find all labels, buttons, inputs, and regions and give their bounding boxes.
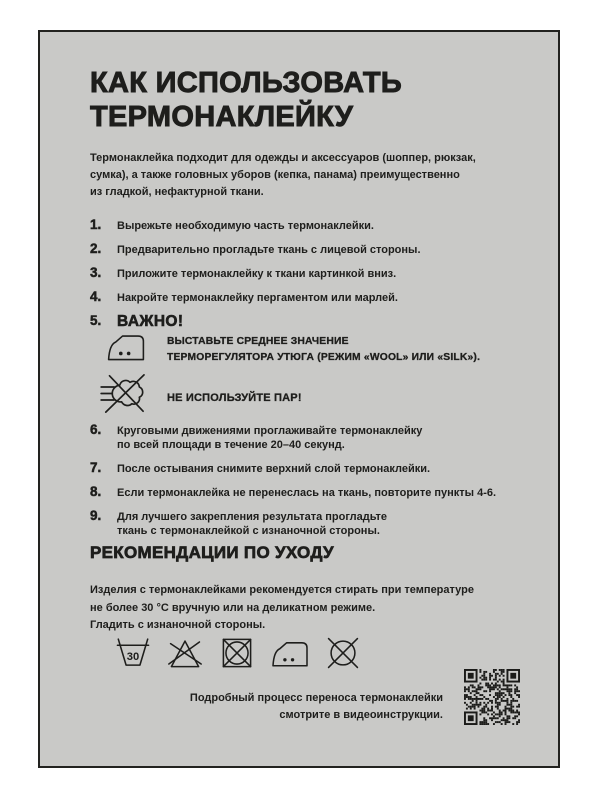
qr-code [464, 669, 520, 725]
step-1-text: Вырежьте необходимую часть термонаклейки. [117, 220, 374, 232]
care-symbols-row [114, 636, 362, 670]
page-title [90, 66, 402, 134]
steps-list-1 [90, 218, 421, 339]
step-8 [90, 485, 496, 500]
step-7-number: 7. [90, 460, 102, 475]
step-4-number: 4. [90, 289, 102, 304]
step-3-text: Приложите термонаклейку к ткани картинкой вниз. [117, 268, 397, 280]
care-line1: Изделия с термонаклейками рекомендуется стирать при температуре [90, 584, 474, 596]
intro-paragraph [90, 150, 476, 201]
step-4 [90, 290, 421, 305]
care-paragraph [90, 582, 474, 635]
step-6-text-line1: Круговыми движениями проглаживайте термонаклейку [117, 425, 423, 437]
step-6-text-line2: по всей площади в течение 20–40 секунд. [117, 439, 345, 451]
step-6-number: 6. [90, 422, 102, 437]
step-9-text-line1: Для лучшего закрепления результата прогладьте [117, 511, 388, 523]
do-not-tumble-dry-icon [218, 636, 256, 670]
do-not-dry-clean-icon [324, 636, 362, 670]
step-2-text: Предварительно прогладьте ткань с лицевой стороны. [117, 244, 421, 256]
no-steam-note-text: НЕ ИСПОЛЬЗУЙТЕ ПАР! [167, 392, 302, 404]
iron-note-line2: ТЕРМОРЕГУЛЯТОРА УТЮГА (РЕЖИМ «WOOL» ИЛИ «SILK»). [167, 351, 481, 363]
care-section-title: РЕКОМЕНДАЦИИ ПО УХОДУ [90, 543, 334, 562]
instruction-card [38, 30, 560, 768]
step-7 [90, 461, 496, 476]
svg-text:30: 30 [126, 650, 140, 663]
iron-icon [106, 329, 146, 364]
step-8-number: 8. [90, 484, 102, 499]
step-2 [90, 242, 421, 257]
iron-setting-note [167, 334, 480, 365]
steps-list-2 [90, 423, 496, 547]
no-steam-icon [100, 373, 147, 414]
step-9-number: 9. [90, 508, 102, 523]
step-3 [90, 266, 421, 281]
page-title-line1: КАК ИСПОЛЬЗОВАТЬ [90, 67, 403, 99]
iron-medium-icon [270, 636, 310, 670]
care-line2: не более 30 °C вручную или на деликатном режиме. [90, 601, 376, 614]
intro-line1: Термонаклейка подходит для одежды и аксессуаров (шоппер, рюкзак, [90, 152, 476, 164]
intro-line3: из гладкой, нефактурной ткани. [90, 186, 264, 198]
step-5-text: ВАЖНО! [117, 313, 184, 330]
step-2-number: 2. [90, 241, 102, 256]
step-9-text-line2: ткань с термонаклейкой с изнаночной стороны. [117, 525, 380, 537]
page-title-line2: ТЕРМОНАКЛЕЙКУ [90, 101, 354, 133]
care-line3: Гладить с изнаночной стороны. [90, 619, 266, 631]
step-9 [90, 509, 496, 538]
video-note-line2: смотрите в видеоинструкции. [279, 709, 443, 721]
do-not-bleach-icon [166, 636, 204, 670]
iron-note-line1: ВЫСТАВЬТЕ СРЕДНЕЕ ЗНАЧЕНИЕ [167, 336, 349, 347]
intro-line2: сумка), а также головных уборов (кепка, панама) преимущественно [90, 169, 460, 181]
no-steam-note [167, 391, 302, 407]
step-6 [90, 423, 496, 452]
step-5-number: 5. [90, 313, 102, 328]
step-1 [90, 218, 421, 233]
step-1-number: 1. [90, 217, 102, 232]
video-note-line1: Подробный процесс переноса термонаклейки [189, 692, 443, 704]
step-8-text: Если термонаклейка не перенеслась на ткань, повторите пункты 4-6. [117, 487, 497, 499]
step-7-text: После остывания снимите верхний слой термонаклейки. [117, 463, 431, 475]
step-4-text: Накройте термонаклейку пергаментом или марлей. [117, 292, 398, 304]
step-5-important [90, 314, 421, 330]
wash-30-icon [114, 636, 152, 670]
step-3-number: 3. [90, 265, 102, 280]
video-instruction-note [190, 690, 443, 724]
